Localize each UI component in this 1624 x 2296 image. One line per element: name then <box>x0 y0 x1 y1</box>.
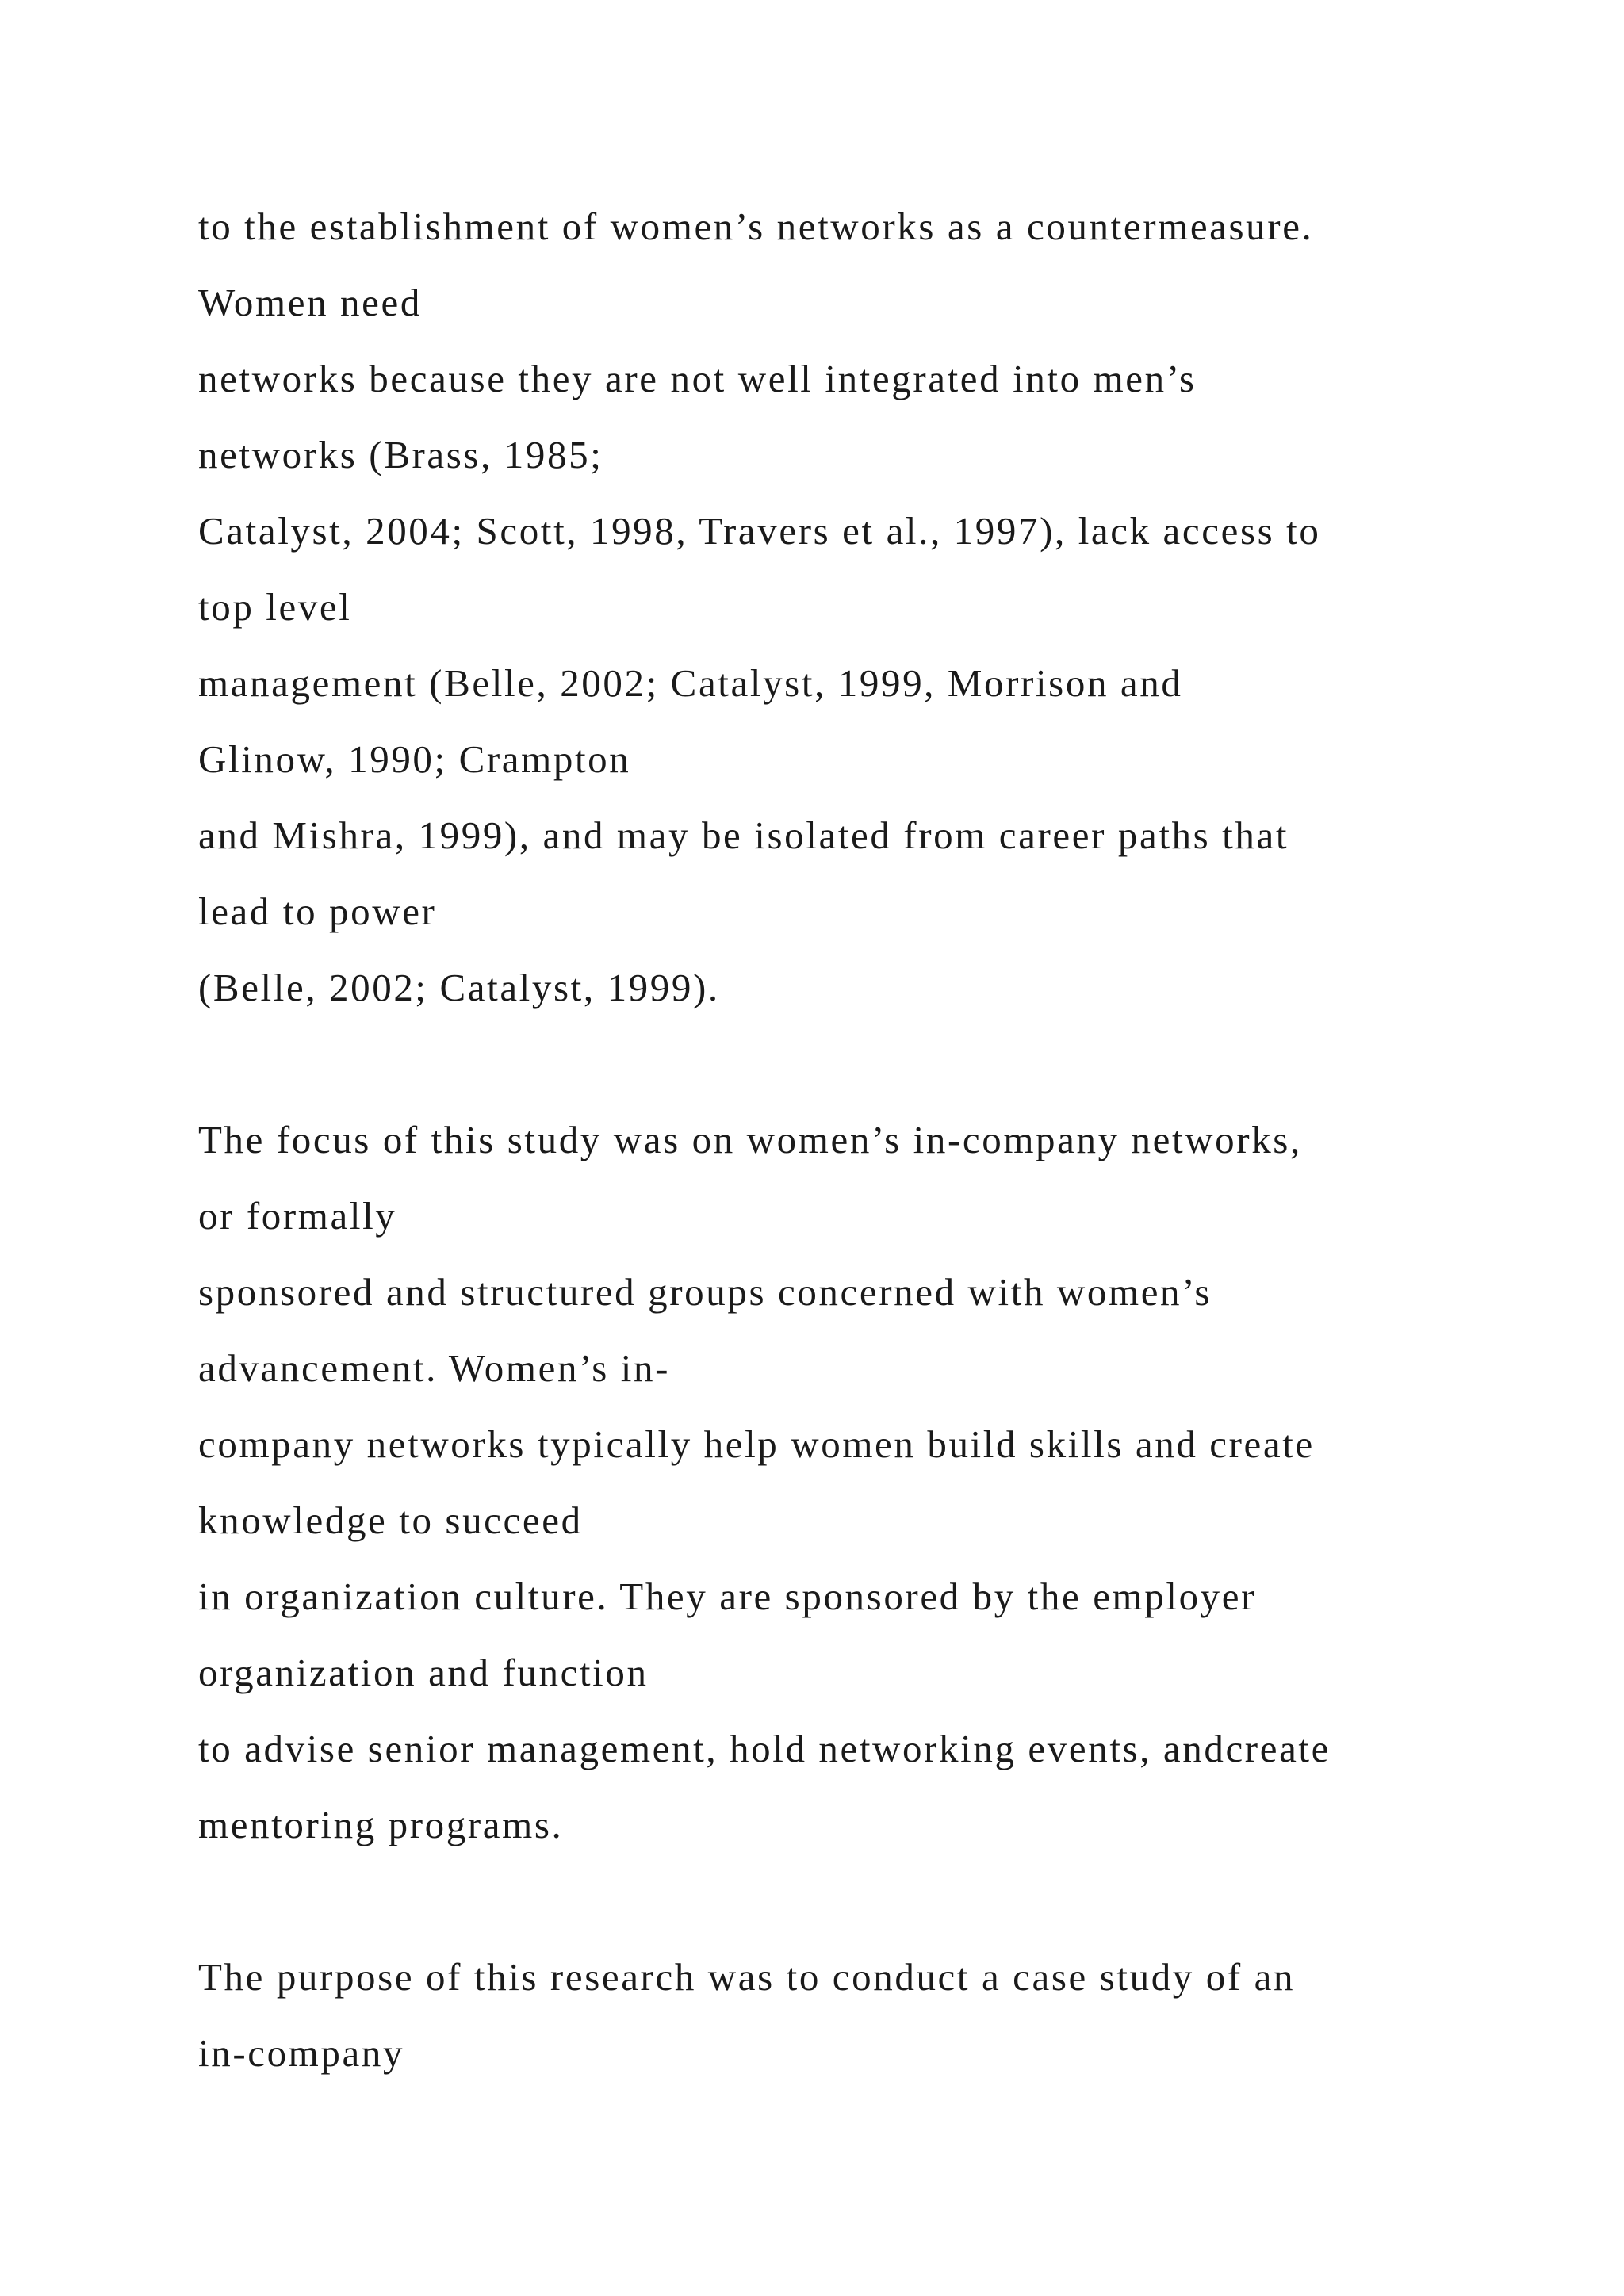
text-line: organization and function <box>198 1651 649 1694</box>
text-line: sponsored and structured groups concerned with women’s <box>198 1270 1212 1314</box>
text-line: or formally <box>198 1194 397 1238</box>
text-line: to the establishment of women’s networks as a countermeasure. <box>198 205 1314 248</box>
text-line: lead to power <box>198 890 437 933</box>
text-line: networks (Brass, 1985; <box>198 433 603 476</box>
text-line: company networks typically help women build skills and create <box>198 1422 1315 1466</box>
text-line: (Belle, 2002; Catalyst, 1999). <box>198 966 720 1009</box>
text-line: Catalyst, 2004; Scott, 1998, Travers et al., 1997), lack access to <box>198 509 1321 553</box>
paragraph-1 <box>198 189 1507 1026</box>
paragraph-3 <box>198 1939 1507 2091</box>
text-line: advancement. Women’s in- <box>198 1346 671 1390</box>
text-line: management (Belle, 2002; Catalyst, 1999, Morrison and <box>198 661 1183 705</box>
body-text <box>198 189 1507 2091</box>
text-line: Glinow, 1990; Crampton <box>198 737 631 781</box>
text-line: mentoring programs. <box>198 1803 564 1846</box>
text-line: networks because they are not well integrated into men’s <box>198 357 1197 400</box>
text-line: knowledge to succeed <box>198 1498 583 1542</box>
text-line: in organization culture. They are sponsored by the employer <box>198 1575 1257 1618</box>
paragraph-gap <box>198 1863 1507 1939</box>
text-line: in-company <box>198 2031 405 2075</box>
text-line: Women need <box>198 281 422 324</box>
text-line: and Mishra, 1999), and may be isolated from career paths that <box>198 813 1289 857</box>
text-line: to advise senior management, hold networking events, andcreate <box>198 1727 1331 1770</box>
paragraph-gap <box>198 1026 1507 1102</box>
text-line: The purpose of this research was to conduct a case study of an <box>198 1955 1296 1999</box>
paragraph-2 <box>198 1102 1507 1863</box>
text-line: top level <box>198 585 352 629</box>
text-line: The focus of this study was on women’s in-company networks, <box>198 1118 1302 1161</box>
